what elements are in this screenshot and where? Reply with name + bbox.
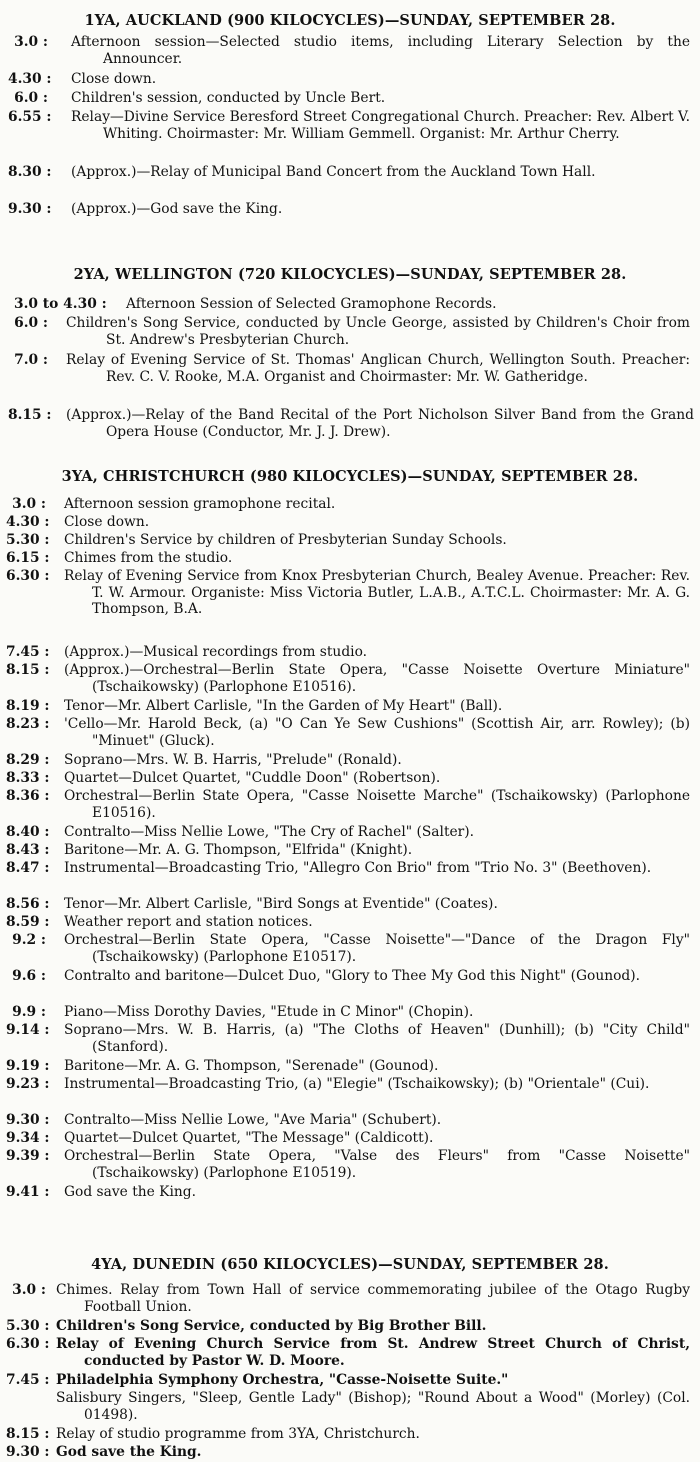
section-heading: 1YA, AUCKLAND (900 KILOCYCLES)—SUNDAY, SEPTEMBER 28. bbox=[84, 12, 616, 29]
entry-text: (Approx.)—Relay of Municipal Band Concert from the Auckland Town Hall. bbox=[71, 164, 596, 180]
programme-entry bbox=[0, 1004, 700, 1022]
entry-text: Contralto—Miss Nellie Lowe, "The Cry of Rachel" (Salter). bbox=[64, 824, 475, 840]
entry-time: 3.0 : bbox=[12, 1282, 46, 1298]
entry-time: 8.59 : bbox=[6, 914, 50, 930]
programme-entry bbox=[0, 514, 700, 532]
programme-entry bbox=[0, 932, 700, 968]
programme-entry bbox=[0, 1112, 700, 1130]
entry-time: 8.47 : bbox=[6, 860, 50, 876]
entry-text: Contralto and baritone—Dulcet Duo, "Glory to Thee My God this Night" (Gounod). bbox=[64, 968, 640, 984]
entry-text: Children's Service by children of Presbyterian Sunday Schools. bbox=[64, 532, 507, 548]
entry-time: 8.23 : bbox=[6, 716, 50, 732]
entry-text: Afternoon session—Selected studio items, including Literary Selection by the Announcer. bbox=[71, 34, 690, 67]
entry-time: 9.30 : bbox=[6, 1112, 50, 1128]
programme-entry bbox=[0, 752, 700, 770]
entry-time: 6.0 : bbox=[14, 90, 48, 106]
entry-text: Tenor—Mr. Albert Carlisle, "In the Garden of My Heart" (Ball). bbox=[64, 698, 503, 714]
programme-entry bbox=[0, 1184, 700, 1202]
programme-entry bbox=[0, 896, 700, 914]
entry-time: 8.29 : bbox=[6, 752, 50, 768]
programme-entry bbox=[0, 71, 700, 90]
programme-entry bbox=[0, 860, 700, 896]
entry-text: Orchestral—Berlin State Opera, "Valse des Fleurs" from "Casse Noisette" (Tschaikowsky) (Parlophone E10519). bbox=[64, 1148, 690, 1181]
entry-time: 7.45 : bbox=[6, 1372, 50, 1388]
programme-entry bbox=[0, 1058, 700, 1076]
entry-time: 9.41 : bbox=[6, 1184, 50, 1200]
entry-time: 7.45 : bbox=[6, 644, 50, 660]
programme-entry bbox=[0, 550, 700, 568]
programme-entry bbox=[0, 90, 700, 109]
entry-text: Soprano—Mrs. W. B. Harris, (a) "The Cloths of Heaven" (Dunhill); (b) "City Child" (Stanford). bbox=[64, 1022, 690, 1055]
entry-time: 6.30 : bbox=[6, 1336, 50, 1352]
programme-entry bbox=[0, 1076, 700, 1112]
programme-entry bbox=[0, 1148, 700, 1184]
entry-time: 8.36 : bbox=[6, 788, 50, 804]
programme-entry bbox=[0, 1390, 700, 1426]
entry-text: Weather report and station notices. bbox=[64, 914, 313, 930]
programme-entry bbox=[0, 1336, 700, 1372]
entry-time: 9.30 : bbox=[6, 1444, 50, 1460]
entry-time: 9.6 : bbox=[12, 968, 46, 984]
entry-text: Instrumental—Broadcasting Trio, "Allegro Con Brio" from "Trio No. 3" (Beethoven). bbox=[64, 860, 652, 876]
entry-time: 4.30 : bbox=[6, 514, 50, 530]
entry-text: 'Cello—Mr. Harold Beck, (a) "O Can Ye Sew Cushions" (Scottish Air, arr. Rowley); (b) "Minuet" (Gluck). bbox=[64, 716, 690, 749]
entry-text: Piano—Miss Dorothy Davies, "Etude in C Minor" (Chopin). bbox=[64, 1004, 474, 1020]
entry-text: Chimes from the studio. bbox=[64, 550, 233, 566]
entry-text: Relay of Evening Church Service from St. Andrew Street Church of Christ, conducted by Pastor W. D. Moore. bbox=[56, 1336, 690, 1369]
entry-time: 9.30 : bbox=[8, 201, 52, 217]
entry-text: Salisbury Singers, "Sleep, Gentle Lady" (Bishop); "Round About a Wood" (Morley) (Col. 01498). bbox=[56, 1390, 690, 1423]
programme-entry bbox=[0, 644, 700, 662]
programme-entry bbox=[0, 770, 700, 788]
entry-time: 6.30 : bbox=[6, 568, 50, 584]
entry-text: Soprano—Mrs. W. B. Harris, "Prelude" (Ronald). bbox=[64, 752, 402, 768]
programme-entry bbox=[0, 34, 700, 70]
programme-list bbox=[0, 296, 700, 444]
entry-time: 8.15 : bbox=[6, 1426, 50, 1442]
entry-text: God save the King. bbox=[64, 1184, 197, 1200]
programme-entry bbox=[0, 842, 700, 860]
entry-time: 9.9 : bbox=[12, 1004, 46, 1020]
entry-text: Orchestral—Berlin State Opera, "Casse Noisette"—"Dance of the Dragon Fly" (Tschaikowsky) (Parlophone E10517). bbox=[64, 932, 690, 965]
entry-time: 9.34 : bbox=[6, 1130, 50, 1146]
section-heading: 4YA, DUNEDIN (650 KILOCYCLES)—SUNDAY, SEPTEMBER 28. bbox=[91, 1256, 609, 1273]
programme-list bbox=[0, 496, 700, 1202]
entry-time: 4.30 : bbox=[8, 71, 52, 87]
programme-entry bbox=[0, 1318, 700, 1336]
entry-time: 3.0 : bbox=[12, 496, 46, 512]
entry-text: Close down. bbox=[64, 514, 150, 530]
entry-text: Orchestral—Berlin State Opera, "Casse Noisette Marche" (Tschaikowsky) (Parlophone E10516). bbox=[64, 788, 690, 821]
entry-time: 8.15 : bbox=[8, 407, 52, 423]
programme-entry bbox=[0, 164, 700, 201]
entry-time: 5.30 : bbox=[6, 1318, 50, 1334]
programme-entry bbox=[0, 788, 700, 824]
entry-text: Contralto—Miss Nellie Lowe, "Ave Maria" (Schubert). bbox=[64, 1112, 442, 1128]
entry-text: Tenor—Mr. Albert Carlisle, "Bird Songs at Eventide" (Coates). bbox=[64, 896, 498, 912]
programme-entry bbox=[0, 1444, 700, 1462]
entry-time: 8.56 : bbox=[6, 896, 50, 912]
programme-entry bbox=[0, 296, 700, 315]
entry-time: 8.43 : bbox=[6, 842, 50, 858]
entry-time: 9.39 : bbox=[6, 1148, 50, 1164]
entry-time: 8.19 : bbox=[6, 698, 50, 714]
entry-text: Children's session, conducted by Uncle Bert. bbox=[71, 90, 386, 106]
entry-time: 8.15 : bbox=[6, 662, 50, 678]
entry-text: Relay—Divine Service Beresford Street Congregational Church. Preacher: Rev. Albert V. Whiting. Choirmaster: Mr. William Gemmell. Organist: Mr. Arthur Cherry. bbox=[71, 109, 690, 142]
entry-time: 5.30 : bbox=[6, 532, 50, 548]
programme-entry bbox=[0, 698, 700, 716]
entry-text: Philadelphia Symphony Orchestra, "Casse-Noisette Suite." bbox=[56, 1372, 509, 1388]
programme-entry bbox=[0, 968, 700, 1004]
entry-text: Close down. bbox=[71, 71, 157, 87]
entry-text: Quartet—Dulcet Quartet, "The Message" (Caldicott). bbox=[64, 1130, 434, 1146]
entry-time: 8.40 : bbox=[6, 824, 50, 840]
entry-text: Baritone—Mr. A. G. Thompson, "Elfrida" (Knight). bbox=[64, 842, 413, 858]
programme-entry bbox=[0, 568, 700, 644]
programme-entry bbox=[0, 914, 700, 932]
programme-entry bbox=[0, 662, 700, 698]
entry-text: God save the King. bbox=[56, 1444, 202, 1460]
entry-time: 8.30 : bbox=[8, 164, 52, 180]
programme-entry bbox=[0, 532, 700, 550]
programme-entry bbox=[0, 315, 700, 352]
section-heading: 3YA, CHRISTCHURCH (980 KILOCYCLES)—SUNDAY, SEPTEMBER 28. bbox=[61, 468, 639, 485]
programme-entry bbox=[0, 496, 700, 514]
programme-entry bbox=[0, 1282, 700, 1318]
programme-entry bbox=[0, 824, 700, 842]
programme-list bbox=[0, 34, 700, 220]
programme-entry bbox=[0, 1022, 700, 1058]
entry-text: Afternoon Session of Selected Gramophone Records. bbox=[126, 296, 497, 312]
entry-text: Afternoon session gramophone recital. bbox=[64, 496, 336, 512]
programme-entry bbox=[0, 1372, 700, 1390]
programme-entry bbox=[0, 1426, 700, 1444]
entry-text: Relay of Evening Service of St. Thomas' Anglican Church, Wellington South. Preacher: Rev. C. V. Rooke, M.A. Organist and Choirmaster: Mr. W. Gatheridge. bbox=[66, 352, 690, 385]
entry-time: 9.19 : bbox=[6, 1058, 50, 1074]
entry-text: (Approx.)—God save the King. bbox=[71, 201, 283, 217]
programme-entry bbox=[0, 407, 700, 444]
entry-time: 3.0 : bbox=[14, 34, 48, 50]
entry-text: Instrumental—Broadcasting Trio, (a) "Elegie" (Tschaikowsky); (b) "Orientale" (Cui). bbox=[64, 1076, 650, 1092]
programme-entry bbox=[0, 352, 700, 407]
programme-entry bbox=[0, 109, 700, 164]
entry-text: Chimes. Relay from Town Hall of service commemorating jubilee of the Otago Rugby Football Union. bbox=[56, 1282, 690, 1315]
entry-time: 9.23 : bbox=[6, 1076, 50, 1092]
entry-text: Children's Song Service, conducted by Uncle George, assisted by Children's Choir from St. Andrew's Presbyterian Church. bbox=[66, 315, 690, 348]
entry-text: Children's Song Service, conducted by Big Brother Bill. bbox=[56, 1318, 487, 1334]
entry-time: 6.0 : bbox=[14, 315, 48, 331]
section-heading: 2YA, WELLINGTON (720 KILOCYCLES)—SUNDAY, SEPTEMBER 28. bbox=[73, 266, 627, 283]
entry-text: Baritone—Mr. A. G. Thompson, "Serenade" (Gounod). bbox=[64, 1058, 439, 1074]
programme-list bbox=[0, 1282, 700, 1462]
entry-text: (Approx.)—Orchestral—Berlin State Opera, "Casse Noisette Overture Miniature" (Tschaikowsky) (Parlophone E10516). bbox=[64, 662, 690, 695]
entry-time: 3.0 to 4.30 : bbox=[14, 296, 107, 312]
entry-time: 6.15 : bbox=[6, 550, 50, 566]
programme-entry bbox=[0, 201, 700, 220]
entry-text: (Approx.)—Relay of the Band Recital of the Port Nicholson Silver Band from the Grand Opera House (Conductor, Mr. J. J. Drew). bbox=[66, 407, 694, 440]
entry-time: 7.0 : bbox=[14, 352, 48, 368]
entry-time: 9.2 : bbox=[12, 932, 46, 948]
entry-text: Relay of studio programme from 3YA, Christchurch. bbox=[56, 1426, 420, 1442]
entry-time: 6.55 : bbox=[8, 109, 52, 125]
programme-entry bbox=[0, 716, 700, 752]
entry-time: 8.33 : bbox=[6, 770, 50, 786]
entry-text: (Approx.)—Musical recordings from studio. bbox=[64, 644, 368, 660]
entry-time: 9.14 : bbox=[6, 1022, 50, 1038]
programme-entry bbox=[0, 1130, 700, 1148]
entry-text: Relay of Evening Service from Knox Presbyterian Church, Bealey Avenue. Preacher: Rev. T. W. Armour. Organiste: Miss Victoria Butler, L.A.B., A.T.C.L. Choirmaster: Mr. A. G. Thompson, B.A. bbox=[64, 568, 690, 618]
entry-text: Quartet—Dulcet Quartet, "Cuddle Doon" (Robertson). bbox=[64, 770, 441, 786]
